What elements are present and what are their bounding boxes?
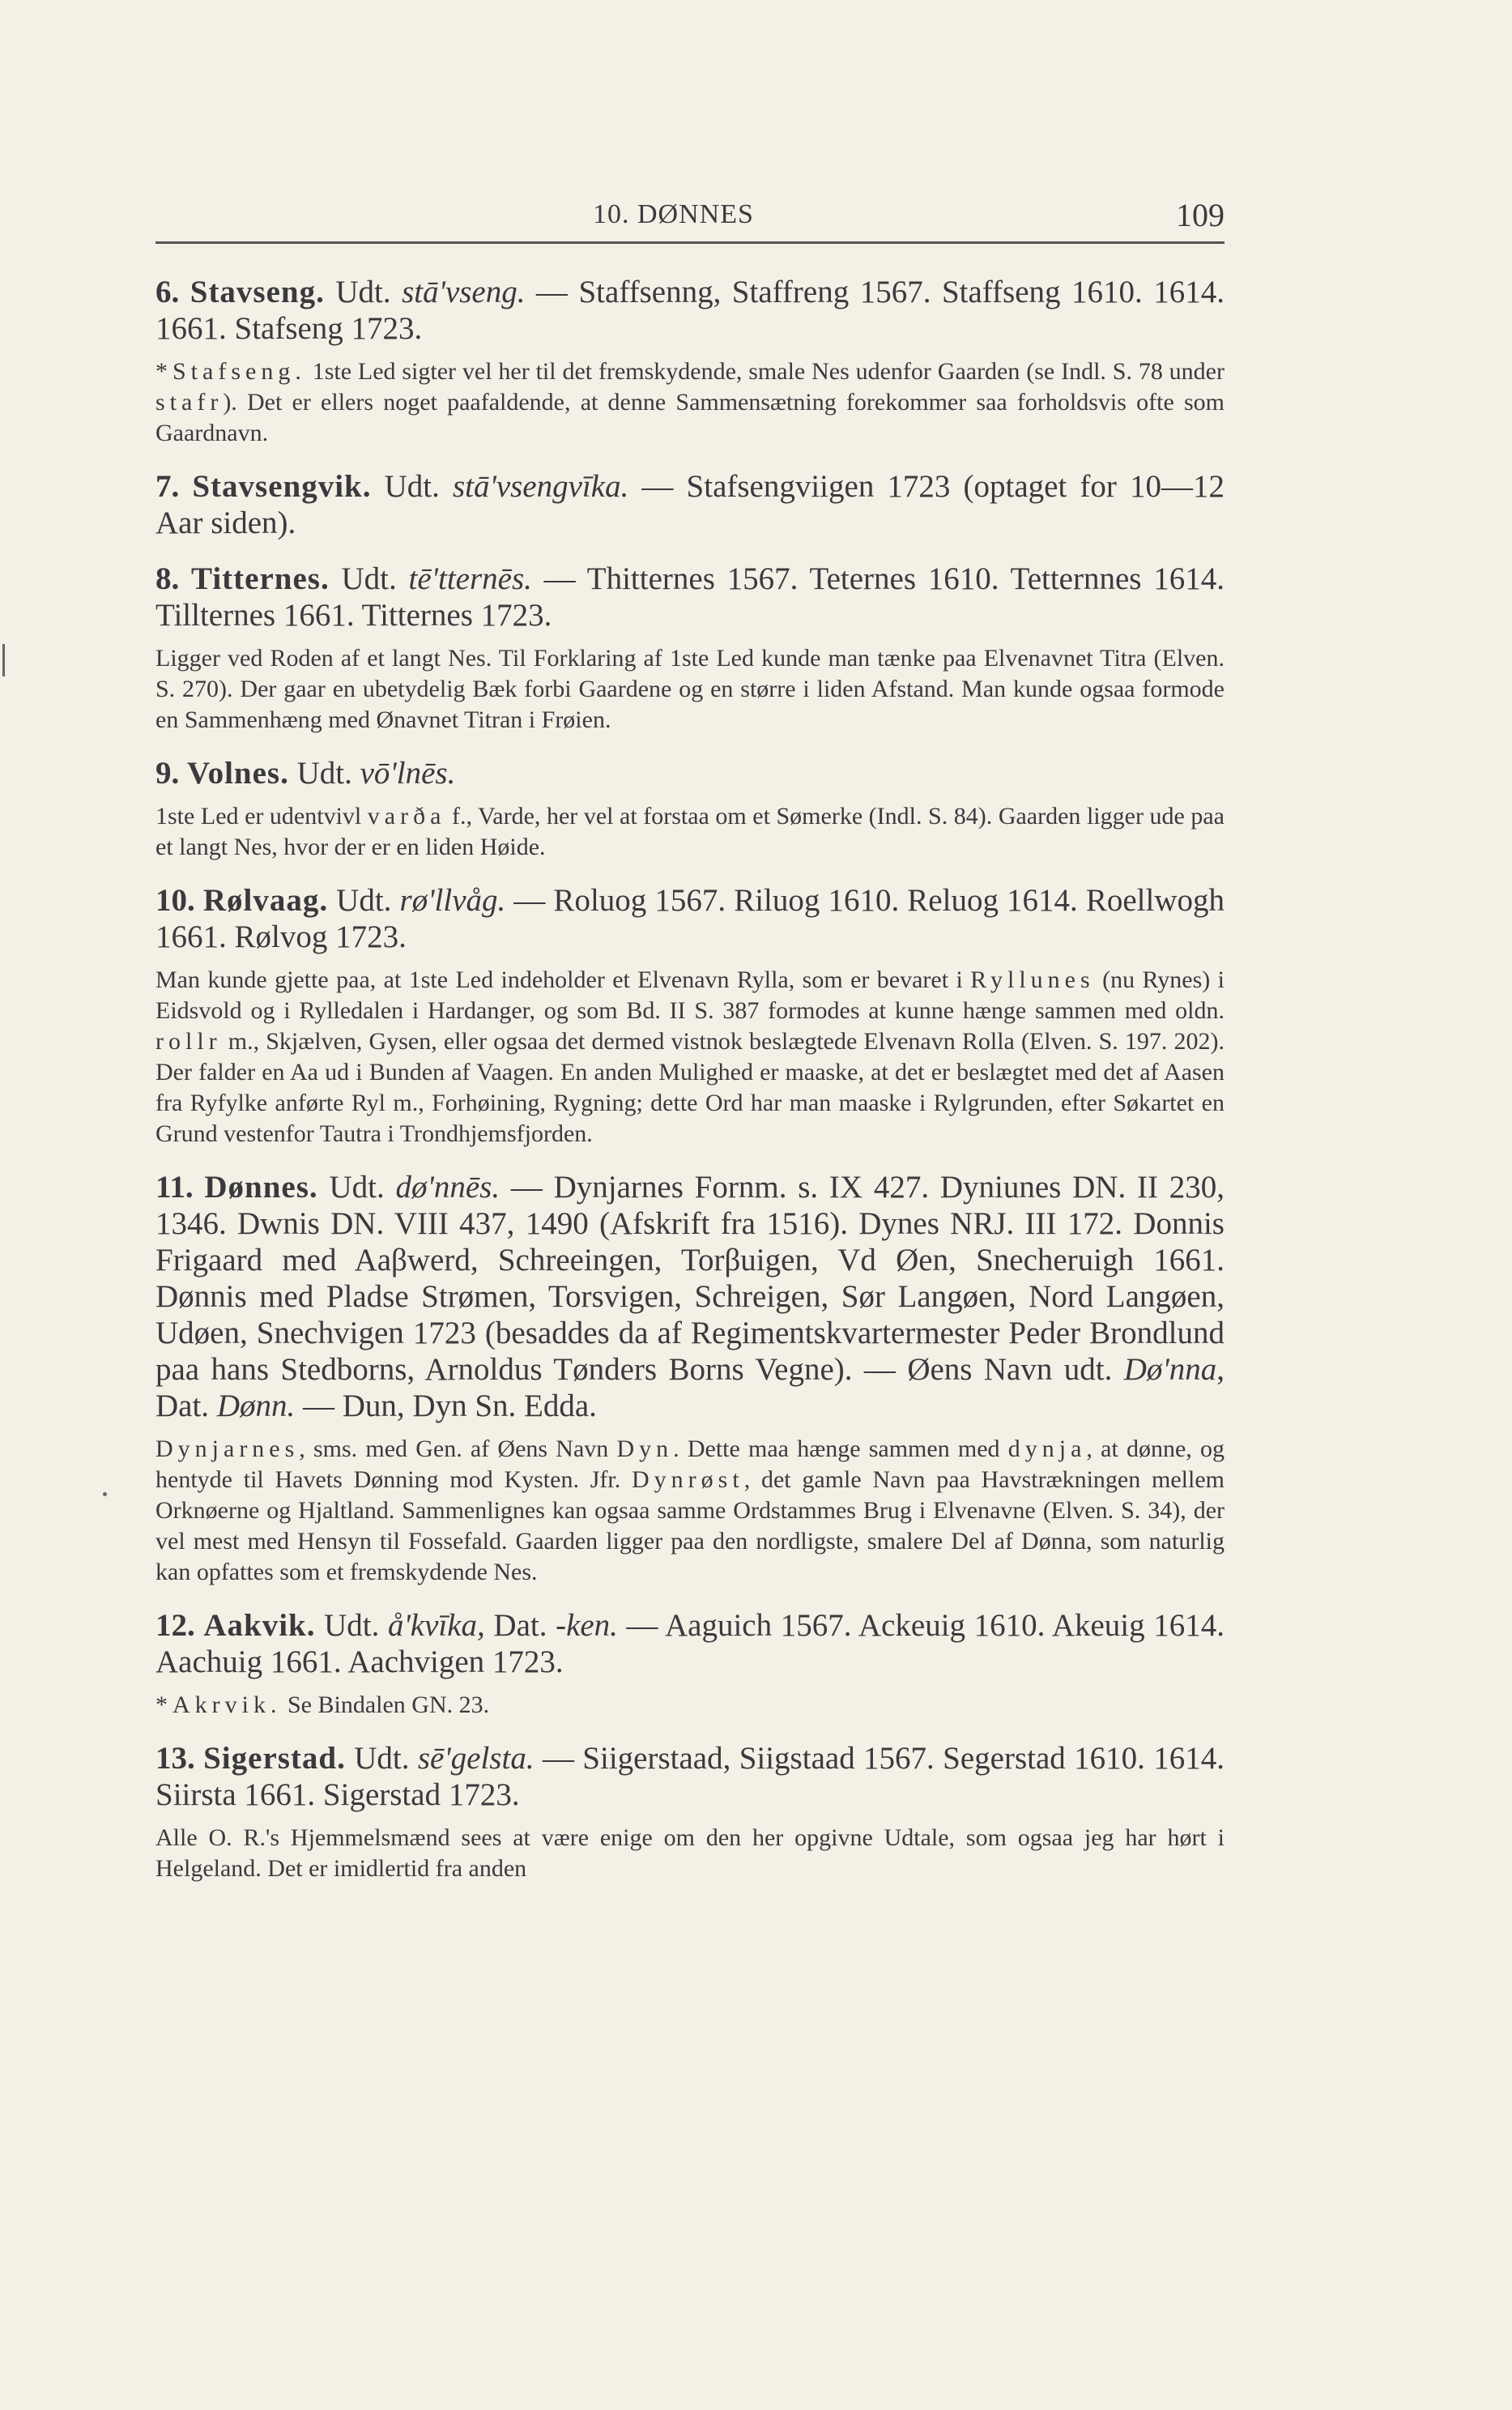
text-run: m., Skjælven, Gysen, eller ogsaa det dermed vistnok beslægtede Elvenavn Rolla (Elven. S. 197. 202). Der falder en Aa ud i Bunden af Vaagen. En anden Mulighed er maaske, at det er beslægtet med det af Aasen fra Ryfylke anførte Ryl m., Forhøining, Rygning; dette Ord har man maaske i Rylgrunden, efter Søkartet en Grund vestenfor Tautra i Trondhjemsfjorden.	[155, 1028, 1225, 1147]
place-name: Titternes.	[191, 561, 330, 596]
text-run: Se Bindalen GN. 23.	[281, 1691, 490, 1718]
text-run: Udt.	[345, 1741, 418, 1776]
pronunciation: -ken.	[556, 1608, 618, 1643]
text-run: Dat.	[484, 1608, 556, 1643]
spaced-word: Dynjarnes	[155, 1435, 300, 1462]
text-run: , det gamle Navn paa Havstrækningen mellem Orknøerne og Hjaltland. Sammenlignes kan ogsaa samme Ordstammes Brug i Elvenavne (Elven. S. 34), der vel mest med Hensyn til Fossefald. Gaarden ligger paa den nordligste, smalere Del af Dønna, som naturlig kan opfattes som et fremskydende Nes.	[155, 1466, 1225, 1585]
page-edge-mark	[2, 644, 5, 676]
entry-number: 9.	[155, 756, 187, 791]
text-run: Udt.	[371, 469, 453, 504]
entry-heading	[155, 561, 1225, 633]
pronunciation: rø'llvåg.	[399, 883, 506, 918]
entry-number: 12.	[155, 1608, 204, 1643]
text-run: Udt.	[329, 561, 409, 596]
text-run: — Stafsengviigen 1723 (optaget for 10—12 Aar siden).	[155, 469, 1225, 540]
text-run: Alle O. R.'s Hjemmelsmænd sees at være enige om den her opgivne Udtale, som ogsaa jeg har hørt i Helgeland. Det er imidlertid fra anden	[155, 1824, 1225, 1882]
pronunciation: å'kvīka,	[387, 1608, 485, 1643]
text-run: — Aaguich 1567. Ackeuig 1610. Akeuig 1614. Aachuig 1661. Aachvigen 1723.	[155, 1608, 1225, 1679]
entry-commentary	[155, 965, 1225, 1150]
gazetteer-entry	[155, 561, 1225, 736]
text-run: Man kunde gjette paa, at 1ste Led indeholder et Elvenavn Rylla, som er bevaret i	[155, 966, 971, 993]
text-run: — Siigerstaad, Siigstaad 1567. Segerstad 1610. 1614. Siirsta 1661. Sigerstad 1723.	[155, 1741, 1225, 1812]
pronunciation: Dø'nna	[1123, 1352, 1217, 1387]
gazetteer-entry	[155, 882, 1225, 1150]
text-run: Udt.	[324, 275, 402, 309]
pronunciation: sē'gelsta.	[417, 1741, 535, 1776]
place-name: Aakvik.	[203, 1608, 316, 1643]
entry-commentary	[155, 801, 1225, 863]
pronunciation: stā'vseng.	[402, 275, 526, 309]
text-run: ). Det er ellers noget paafaldende, at denne Sammensætning forekommer saa forholdsvis ofte som Gaardnavn.	[155, 389, 1225, 446]
entry-commentary	[155, 1434, 1225, 1588]
pronunciation: tē'tternēs.	[408, 561, 532, 596]
entry-heading	[155, 1607, 1225, 1680]
running-header	[155, 199, 1225, 240]
entry-heading	[155, 882, 1225, 955]
spaced-word: Ryllunes	[970, 966, 1095, 993]
spaced-word: stafr	[155, 389, 224, 416]
entry-number: 10.	[155, 883, 203, 918]
text-run: , Dat.	[155, 1352, 1225, 1423]
pronunciation: vō'lnēs.	[360, 756, 456, 791]
entry-heading	[155, 755, 1225, 791]
chapter-title: 10. DØNNES	[593, 199, 754, 229]
margin-dot	[103, 1492, 107, 1496]
place-name: Stavsengvik.	[192, 469, 372, 504]
spaced-word: varða	[367, 803, 446, 830]
place-name: Sigerstad.	[203, 1741, 346, 1776]
text-run: Ligger ved Roden af et langt Nes. Til Forklaring af 1ste Led kunde man tænke paa Elvenavnet Titra (Elven. S. 270). Der gaar en ubetydelig Bæk forbi Gaardene og en større i liden Afstand. Man kunde ogsaa formode en Sammenhæng med Ønavnet Titran i Frøien.	[155, 645, 1225, 733]
place-name: Dønnes.	[204, 1170, 318, 1205]
text-run: — Dun, Dyn Sn. Edda.	[295, 1388, 597, 1423]
spaced-word: *Akrvik.	[155, 1691, 282, 1718]
text-run: — Thitternes 1567. Teternes 1610. Tetternnes 1614. Tillternes 1661. Titternes 1723.	[155, 561, 1225, 633]
pronunciation: dø'nnēs.	[395, 1170, 500, 1205]
entry-commentary	[155, 1823, 1225, 1884]
text-run: 1ste Led er udentvivl	[155, 803, 368, 830]
gazetteer-entry	[155, 1740, 1225, 1884]
spaced-word: rollr	[155, 1028, 222, 1055]
header-rule	[155, 241, 1225, 244]
spaced-word: Dynrøst	[632, 1466, 744, 1493]
text-run: — Dynjarnes Fornm. s. IX 427. Dyniunes DN. II 230, 1346. Dwnis DN. VIII 437, 1490 (Afskrift fra 1516). Dynes NRJ. III 172. Donnis Frigaard med Aaβwerd, Schreeingen, Torβuigen, Vd Øen, Snecheruigh 1661. Dønnis med Pladse Strømen, Torsvigen, Schreigen, Sør Langøen, Nord Langøen, Udøen, Snechvigen 1723 (besaddes da af Regimentskvartermester Peder Brondlund paa hans Stedborns, Arnoldus Tønders Borns Vegne). — Øens Navn udt.	[155, 1170, 1225, 1387]
entry-number: 11.	[155, 1170, 205, 1205]
text-run: . Dette maa hænge sammen med	[673, 1435, 1008, 1462]
entry-heading	[155, 1740, 1225, 1813]
gazetteer-entry	[155, 1607, 1225, 1721]
gazetteer-entry	[155, 274, 1225, 449]
entry-commentary	[155, 356, 1225, 449]
gazetteer-entry	[155, 755, 1225, 863]
text-run: f., Varde, her vel at forstaa om et Sømerke (Indl. S. 84). Gaarden ligger ude paa et langt Nes, hvor der er en liden Høide.	[155, 803, 1225, 860]
entry-number: 6.	[155, 275, 190, 309]
entry-commentary	[155, 1690, 1225, 1721]
entry-heading	[155, 468, 1225, 541]
spaced-word: dynja	[1007, 1435, 1087, 1462]
pronunciation: Dønn.	[216, 1388, 296, 1423]
gazetteer-entry	[155, 1169, 1225, 1588]
spaced-word: *Stafseng.	[155, 358, 306, 385]
text-run: Udt.	[328, 883, 400, 918]
entry-number: 7.	[155, 469, 193, 504]
text-run: — Roluog 1567. Riluog 1610. Reluog 1614. Roellwogh 1661. Rølvog 1723.	[155, 883, 1225, 954]
entry-commentary	[155, 643, 1225, 736]
place-name: Rølvaag.	[202, 883, 329, 918]
text-run: Udt.	[317, 1170, 396, 1205]
pronunciation: stā'vsengvīka.	[452, 469, 629, 504]
gazetteer-entry	[155, 468, 1225, 541]
place-name: Stavseng.	[190, 275, 325, 309]
text-run: , at dønne, og hentyde til Havets Dønning mod Kysten. Jfr.	[155, 1435, 1225, 1493]
entry-heading	[155, 1169, 1225, 1424]
entries-list	[155, 274, 1225, 1884]
entry-number: 13.	[155, 1741, 204, 1776]
text-run: — Staffsenng, Staffreng 1567. Staffseng 1610. 1614. 1661. Stafseng 1723.	[155, 275, 1225, 346]
place-name: Volnes.	[187, 756, 289, 791]
entry-heading	[155, 274, 1225, 347]
page-number: 109	[1176, 197, 1225, 233]
entry-number: 8.	[155, 561, 192, 596]
spaced-word: Dyn	[616, 1435, 674, 1462]
text-run: , sms. med Gen. af Øens Navn	[299, 1435, 617, 1462]
text-run: Udt.	[315, 1608, 388, 1643]
text-run: Udt.	[288, 756, 360, 791]
text-run: (nu Rynes) i Eidsvold og i Rylledalen i Hardanger, og som Bd. II S. 387 formodes at kunne hænge sammen med oldn.	[155, 966, 1225, 1024]
text-run: 1ste Led sigter vel her til det fremskydende, smale Nes udenfor Gaarden (se Indl. S. 78 under	[305, 358, 1225, 385]
